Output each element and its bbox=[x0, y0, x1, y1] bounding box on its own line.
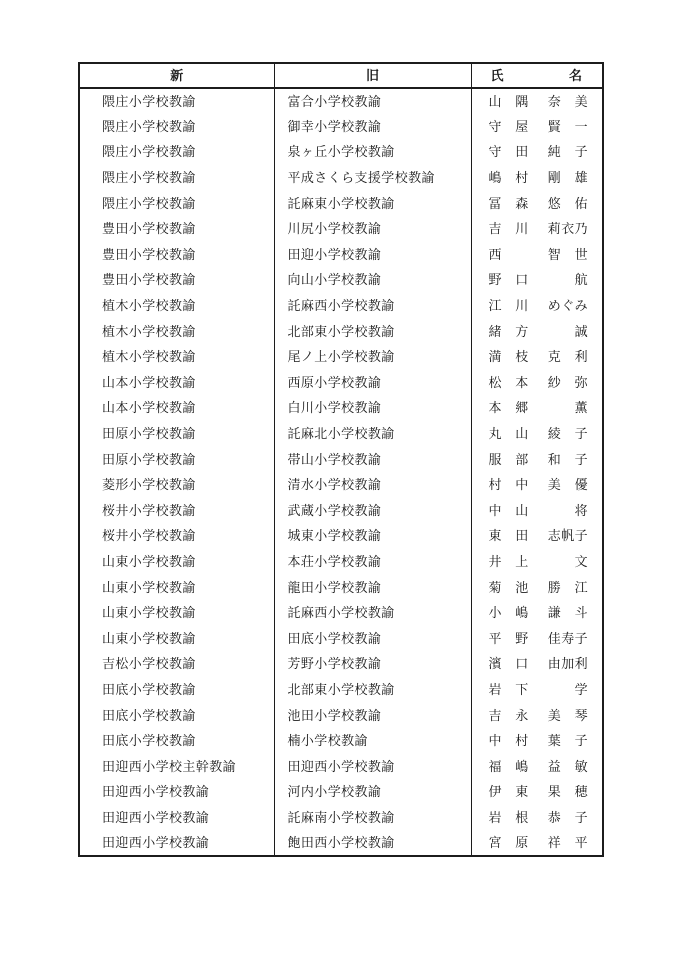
givenname-text: 智 世 bbox=[547, 246, 588, 262]
table-row bbox=[79, 753, 603, 779]
surname-text: 伊 東 bbox=[488, 784, 529, 800]
table-row bbox=[79, 651, 603, 677]
table-row bbox=[79, 114, 603, 140]
givenname-text: 紗 弥 bbox=[547, 374, 588, 390]
new-position-cell: 豊田小学校教諭 bbox=[79, 267, 274, 293]
givenname-text: 綾 子 bbox=[547, 426, 588, 442]
new-position-cell: 豊田小学校教諭 bbox=[79, 216, 274, 242]
old-position-cell: 平成さくら支援学校教諭 bbox=[274, 165, 471, 191]
table-row bbox=[79, 625, 603, 651]
givenname-text: 賢 一 bbox=[547, 118, 588, 134]
table-row bbox=[79, 395, 603, 421]
name-cell bbox=[471, 242, 603, 268]
old-position-cell: 帯山小学校教諭 bbox=[274, 446, 471, 472]
new-position-cell: 田底小学校教諭 bbox=[79, 728, 274, 754]
table-body bbox=[79, 88, 603, 856]
name-cell bbox=[471, 830, 603, 856]
givenname-text: 航 bbox=[574, 272, 588, 288]
new-position-cell: 隈庄小学校教諭 bbox=[79, 190, 274, 216]
givenname-text: 莉衣乃 bbox=[547, 221, 588, 237]
surname-text: 村 中 bbox=[488, 477, 529, 493]
surname-text: 菊 池 bbox=[488, 579, 529, 595]
name-cell bbox=[471, 344, 603, 370]
old-position-cell: 尾ノ上小学校教諭 bbox=[274, 344, 471, 370]
new-position-cell: 植木小学校教諭 bbox=[79, 318, 274, 344]
new-position-cell: 田迎西小学校教諭 bbox=[79, 805, 274, 831]
old-position-cell: 託麻西小学校教諭 bbox=[274, 293, 471, 319]
givenname-text: めぐみ bbox=[547, 298, 588, 314]
old-position-cell: 泉ヶ丘小学校教諭 bbox=[274, 139, 471, 165]
new-position-cell: 植木小学校教諭 bbox=[79, 344, 274, 370]
new-position-cell: 吉松小学校教諭 bbox=[79, 651, 274, 677]
table-row bbox=[79, 293, 603, 319]
old-position-cell: 河内小学校教諭 bbox=[274, 779, 471, 805]
givenname-text: 志帆子 bbox=[547, 528, 588, 544]
table-row bbox=[79, 165, 603, 191]
table-row bbox=[79, 190, 603, 216]
givenname-text: 佳寿子 bbox=[547, 630, 588, 646]
new-position-cell: 田底小学校教諭 bbox=[79, 702, 274, 728]
new-position-cell: 山東小学校教諭 bbox=[79, 574, 274, 600]
givenname-text: 奈 美 bbox=[547, 93, 588, 109]
name-cell bbox=[471, 421, 603, 447]
new-position-cell: 田迎西小学校教諭 bbox=[79, 830, 274, 856]
surname-text: 松 本 bbox=[488, 374, 529, 390]
old-position-cell: 北部東小学校教諭 bbox=[274, 677, 471, 703]
new-position-cell: 山東小学校教諭 bbox=[79, 625, 274, 651]
new-position-cell: 山本小学校教諭 bbox=[79, 395, 274, 421]
new-position-cell: 桜井小学校教諭 bbox=[79, 498, 274, 524]
givenname-text: 恭 子 bbox=[547, 809, 588, 825]
old-position-cell: 清水小学校教諭 bbox=[274, 472, 471, 498]
table-row bbox=[79, 370, 603, 396]
old-position-cell: 田底小学校教諭 bbox=[274, 625, 471, 651]
new-position-cell: 菱形小学校教諭 bbox=[79, 472, 274, 498]
surname-text: 中 山 bbox=[488, 502, 529, 518]
givenname-text: 悠 佑 bbox=[547, 195, 588, 211]
old-position-cell: 向山小学校教諭 bbox=[274, 267, 471, 293]
surname-text: 福 嶋 bbox=[488, 758, 529, 774]
surname-text: 岩 下 bbox=[488, 681, 529, 697]
new-position-cell: 田迎西小学校教諭 bbox=[79, 779, 274, 805]
givenname-text: 勝 江 bbox=[547, 579, 588, 595]
column-header-name-mei: 名 bbox=[568, 68, 582, 83]
surname-text: 守 屋 bbox=[488, 118, 529, 134]
name-cell bbox=[471, 549, 603, 575]
surname-text: 平 野 bbox=[488, 630, 529, 646]
givenname-text: 益 敏 bbox=[547, 758, 588, 774]
table-row bbox=[79, 779, 603, 805]
new-position-cell: 隈庄小学校教諭 bbox=[79, 139, 274, 165]
table-row bbox=[79, 549, 603, 575]
old-position-cell: 田迎西小学校教諭 bbox=[274, 753, 471, 779]
new-position-cell: 田原小学校教諭 bbox=[79, 446, 274, 472]
old-position-cell: 芳野小学校教諭 bbox=[274, 651, 471, 677]
table-row bbox=[79, 677, 603, 703]
name-cell bbox=[471, 702, 603, 728]
givenname-text: 文 bbox=[574, 553, 588, 569]
table-row bbox=[79, 344, 603, 370]
givenname-text: 克 利 bbox=[547, 349, 588, 365]
old-position-cell: 武蔵小学校教諭 bbox=[274, 498, 471, 524]
column-header-name-sei: 氏 bbox=[490, 68, 504, 83]
old-position-cell: 龍田小学校教諭 bbox=[274, 574, 471, 600]
name-cell bbox=[471, 370, 603, 396]
new-position-cell: 桜井小学校教諭 bbox=[79, 523, 274, 549]
name-cell bbox=[471, 165, 603, 191]
old-position-cell: 託麻北小学校教諭 bbox=[274, 421, 471, 447]
name-cell bbox=[471, 625, 603, 651]
givenname-text: 誠 bbox=[574, 323, 588, 339]
new-position-cell: 山東小学校教諭 bbox=[79, 600, 274, 626]
surname-text: 野 口 bbox=[488, 272, 529, 288]
table-row bbox=[79, 600, 603, 626]
new-position-cell: 植木小学校教諭 bbox=[79, 293, 274, 319]
column-header-new: 新 bbox=[79, 63, 274, 88]
transfer-roster-table bbox=[78, 62, 604, 857]
new-position-cell: 豊田小学校教諭 bbox=[79, 242, 274, 268]
surname-text: 濱 口 bbox=[488, 656, 529, 672]
table-row bbox=[79, 830, 603, 856]
givenname-text: 果 穂 bbox=[547, 784, 588, 800]
old-position-cell: 城東小学校教諭 bbox=[274, 523, 471, 549]
new-position-cell: 田底小学校教諭 bbox=[79, 677, 274, 703]
name-cell bbox=[471, 318, 603, 344]
surname-text: 宮 原 bbox=[488, 835, 529, 851]
table-row bbox=[79, 267, 603, 293]
old-position-cell: 託麻東小学校教諭 bbox=[274, 190, 471, 216]
table-row bbox=[79, 139, 603, 165]
old-position-cell: 託麻南小学校教諭 bbox=[274, 805, 471, 831]
table-row bbox=[79, 216, 603, 242]
column-header-name bbox=[471, 63, 603, 88]
old-position-cell: 御幸小学校教諭 bbox=[274, 114, 471, 140]
name-cell bbox=[471, 805, 603, 831]
givenname-text: 純 子 bbox=[547, 144, 588, 160]
name-cell bbox=[471, 139, 603, 165]
surname-text: 西 bbox=[488, 246, 502, 262]
new-position-cell: 山東小学校教諭 bbox=[79, 549, 274, 575]
surname-text: 嶋 村 bbox=[488, 170, 529, 186]
name-cell bbox=[471, 395, 603, 421]
surname-text: 服 部 bbox=[488, 451, 529, 467]
givenname-text: 由加利 bbox=[547, 656, 588, 672]
surname-text: 江 川 bbox=[488, 298, 529, 314]
surname-text: 本 郷 bbox=[488, 400, 529, 416]
surname-text: 吉 川 bbox=[488, 221, 529, 237]
surname-text: 中 村 bbox=[488, 733, 529, 749]
table-row bbox=[79, 702, 603, 728]
name-cell bbox=[471, 753, 603, 779]
table-row bbox=[79, 421, 603, 447]
givenname-text: 将 bbox=[574, 502, 588, 518]
name-cell bbox=[471, 728, 603, 754]
old-position-cell: 白川小学校教諭 bbox=[274, 395, 471, 421]
givenname-text: 薫 bbox=[574, 400, 588, 416]
givenname-text: 学 bbox=[574, 681, 588, 697]
old-position-cell: 楠小学校教諭 bbox=[274, 728, 471, 754]
name-cell bbox=[471, 114, 603, 140]
old-position-cell: 富合小学校教諭 bbox=[274, 88, 471, 114]
new-position-cell: 田原小学校教諭 bbox=[79, 421, 274, 447]
surname-text: 岩 根 bbox=[488, 809, 529, 825]
old-position-cell: 池田小学校教諭 bbox=[274, 702, 471, 728]
table-row bbox=[79, 523, 603, 549]
givenname-text: 和 子 bbox=[547, 451, 588, 467]
name-cell bbox=[471, 677, 603, 703]
surname-text: 東 田 bbox=[488, 528, 529, 544]
table-row bbox=[79, 728, 603, 754]
name-cell bbox=[471, 190, 603, 216]
name-cell bbox=[471, 498, 603, 524]
givenname-text: 美 琴 bbox=[547, 707, 588, 723]
new-position-cell: 隈庄小学校教諭 bbox=[79, 88, 274, 114]
givenname-text: 剛 雄 bbox=[547, 170, 588, 186]
name-cell bbox=[471, 523, 603, 549]
givenname-text: 謙 斗 bbox=[547, 605, 588, 621]
new-position-cell: 田迎西小学校主幹教諭 bbox=[79, 753, 274, 779]
old-position-cell: 田迎小学校教諭 bbox=[274, 242, 471, 268]
name-cell bbox=[471, 216, 603, 242]
name-cell bbox=[471, 267, 603, 293]
surname-text: 満 枝 bbox=[488, 349, 529, 365]
old-position-cell: 飽田西小学校教諭 bbox=[274, 830, 471, 856]
table-row bbox=[79, 805, 603, 831]
surname-text: 小 嶋 bbox=[488, 605, 529, 621]
surname-text: 吉 永 bbox=[488, 707, 529, 723]
old-position-cell: 西原小学校教諭 bbox=[274, 370, 471, 396]
old-position-cell: 川尻小学校教諭 bbox=[274, 216, 471, 242]
name-cell bbox=[471, 574, 603, 600]
table-row bbox=[79, 242, 603, 268]
name-cell bbox=[471, 779, 603, 805]
surname-text: 緒 方 bbox=[488, 323, 529, 339]
name-cell bbox=[471, 293, 603, 319]
surname-text: 冨 森 bbox=[488, 195, 529, 211]
table-header-row bbox=[79, 63, 603, 88]
name-cell bbox=[471, 446, 603, 472]
name-cell bbox=[471, 88, 603, 114]
table-row bbox=[79, 498, 603, 524]
name-cell bbox=[471, 651, 603, 677]
surname-text: 守 田 bbox=[488, 144, 529, 160]
table-row bbox=[79, 446, 603, 472]
table-row bbox=[79, 88, 603, 114]
surname-text: 山 隅 bbox=[488, 93, 529, 109]
new-position-cell: 山本小学校教諭 bbox=[79, 370, 274, 396]
surname-text: 井 上 bbox=[488, 553, 529, 569]
old-position-cell: 北部東小学校教諭 bbox=[274, 318, 471, 344]
new-position-cell: 隈庄小学校教諭 bbox=[79, 114, 274, 140]
column-header-old: 旧 bbox=[274, 63, 471, 88]
old-position-cell: 本荘小学校教諭 bbox=[274, 549, 471, 575]
givenname-text: 美 優 bbox=[547, 477, 588, 493]
givenname-text: 葉 子 bbox=[547, 733, 588, 749]
old-position-cell: 託麻西小学校教諭 bbox=[274, 600, 471, 626]
new-position-cell: 隈庄小学校教諭 bbox=[79, 165, 274, 191]
table-row bbox=[79, 318, 603, 344]
name-cell bbox=[471, 472, 603, 498]
table-row bbox=[79, 574, 603, 600]
givenname-text: 祥 平 bbox=[547, 835, 588, 851]
name-cell bbox=[471, 600, 603, 626]
surname-text: 丸 山 bbox=[488, 426, 529, 442]
table-row bbox=[79, 472, 603, 498]
